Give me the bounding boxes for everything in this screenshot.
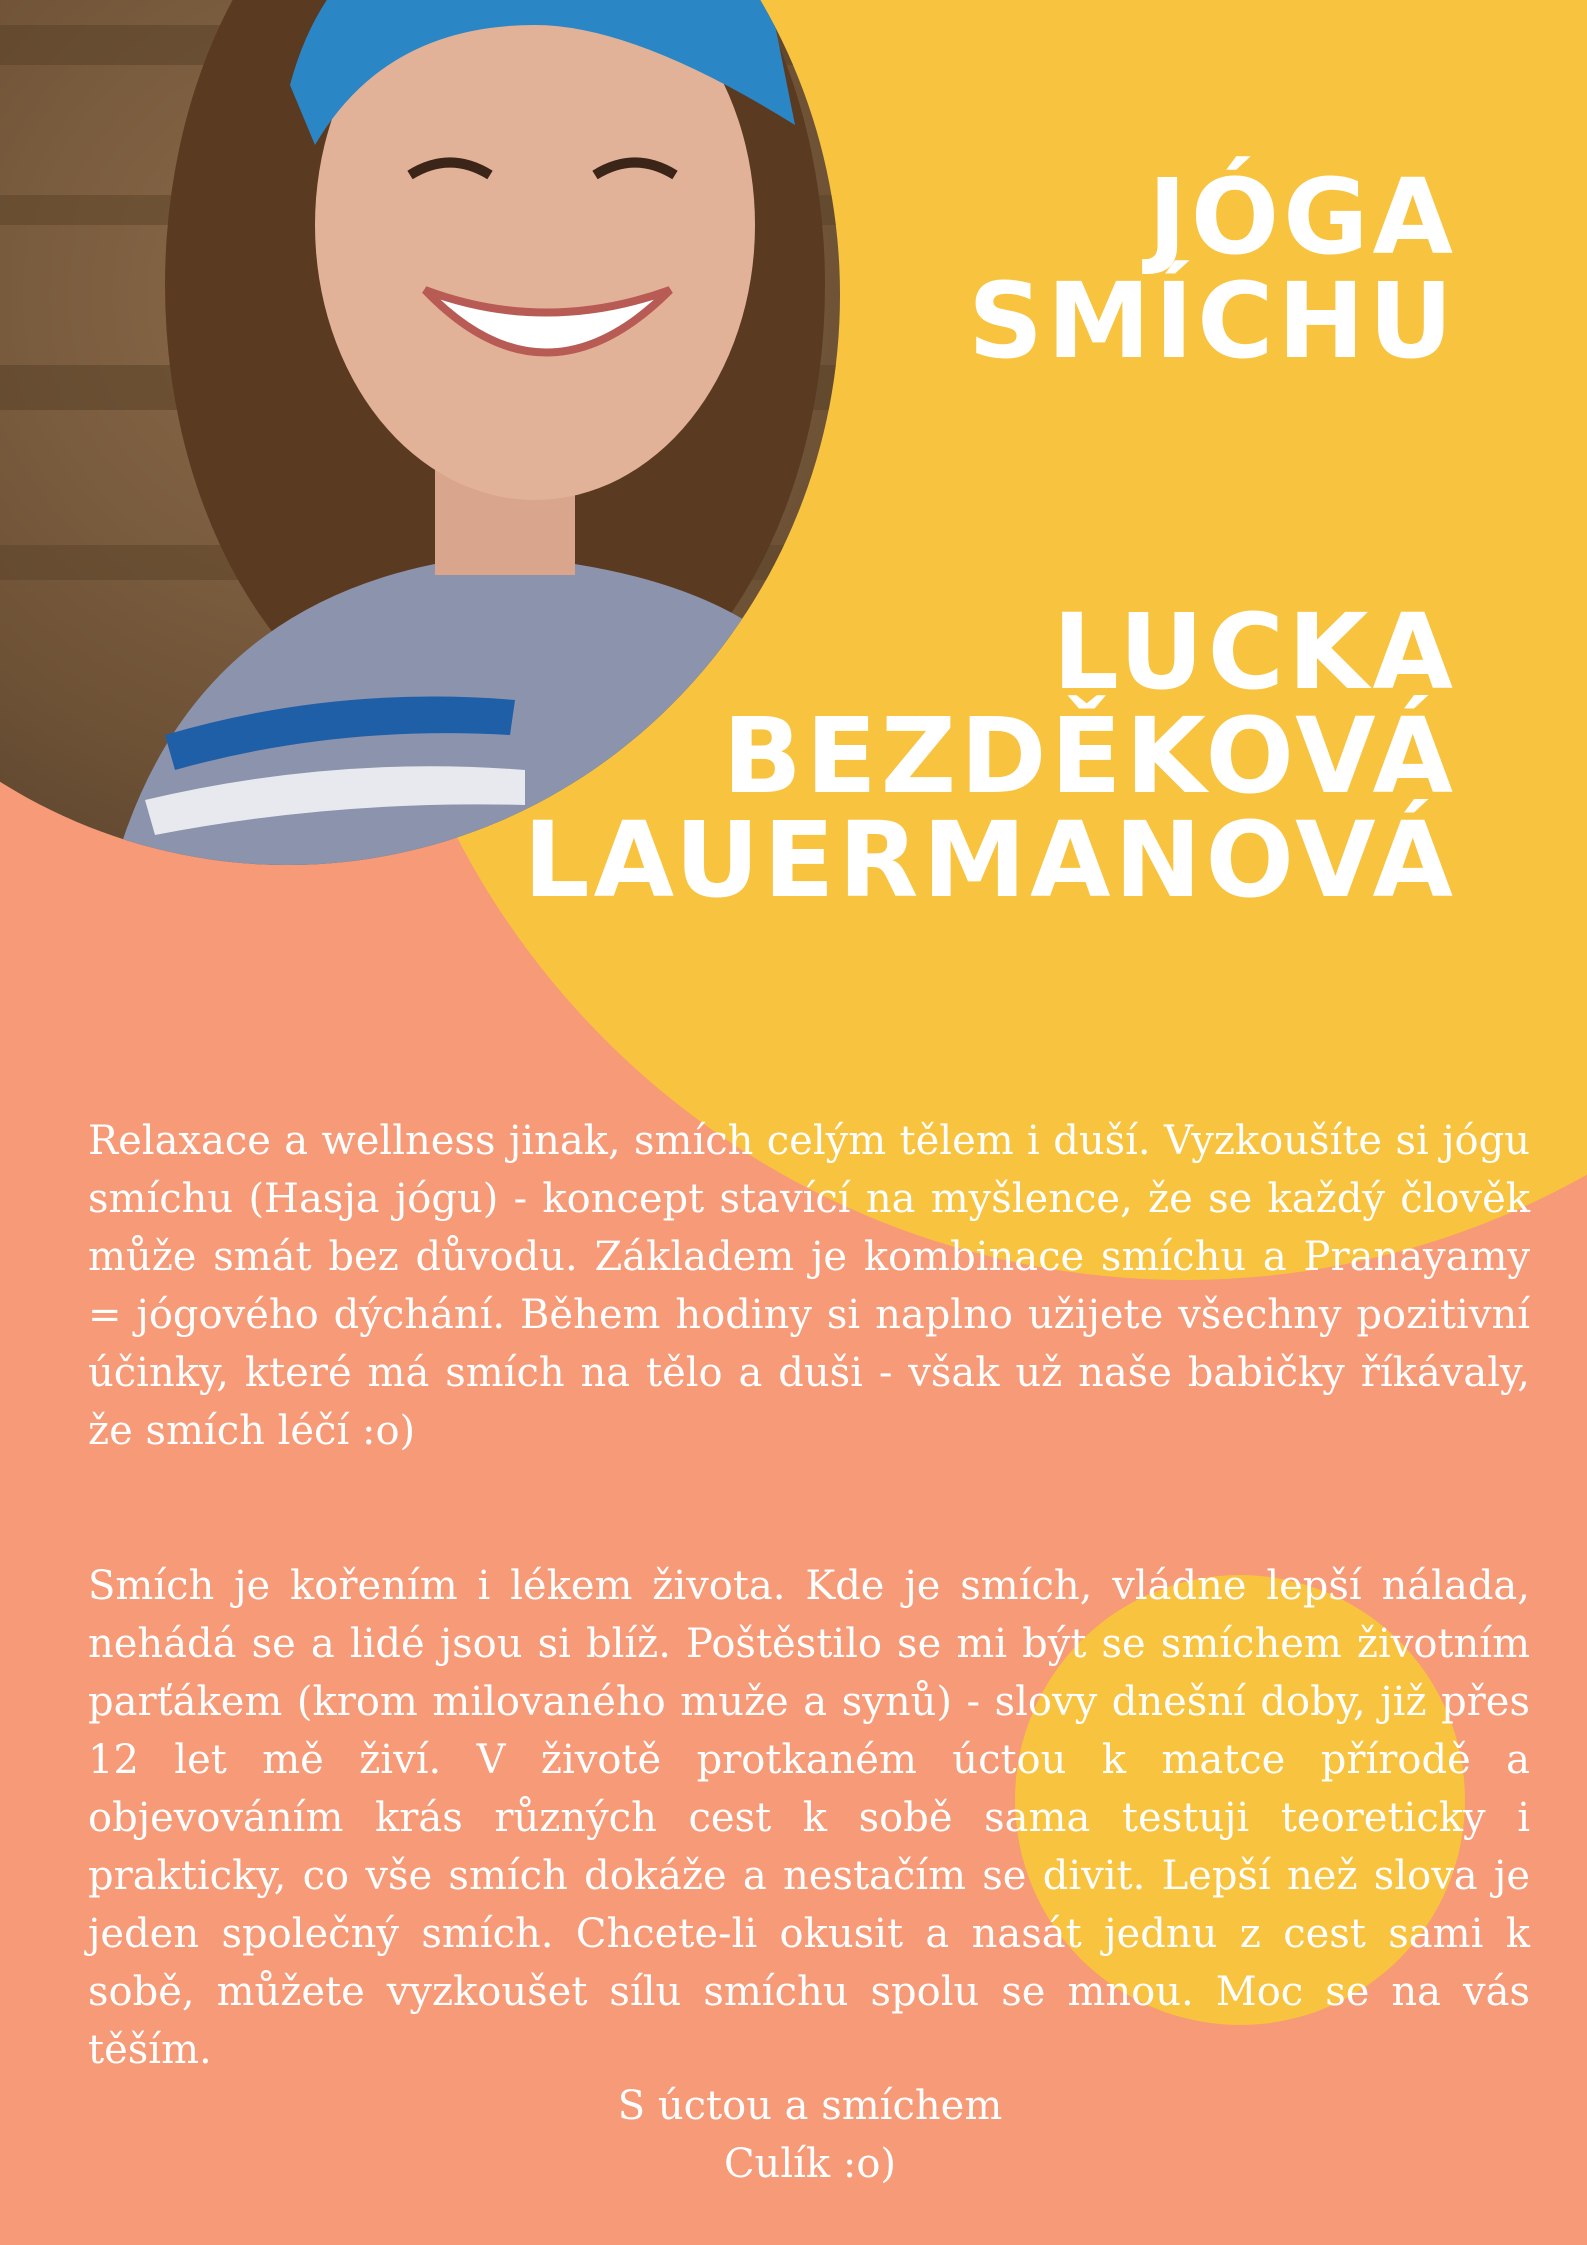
author-line: LUCKA [1052, 591, 1457, 713]
page-title [968, 156, 1457, 382]
signature-name: Culík :o) [723, 2141, 897, 2187]
bio-paragraph: Smích je kořením i lékem života. Kde je smích, vládne lepší nálada, nehádá se a lidé jsou si blíž. Poštěstilo se mi být se smíchem životním parťákem (krom milovaného muže a synů) - slovy dnešní doby, již přes 12 let mě živí. V životě protkaném úctou k matce přírodě a objevováním krás různých cest k sobě sama testuji teoreticky i prakticky, co vše smích dokáže a nestačím se divit. Lepší než slova je jeden společný smích. Chcete-li okusit a nasát jednu z cest sami k sobě, můžete vyzkoušet sílu smíchu spolu se mnou. Moc se na vás těším. [88, 1563, 1530, 2073]
title-line: JÓGA [1148, 156, 1457, 278]
author-line: BEZDĚKOVÁ [722, 695, 1457, 817]
intro-paragraph: Relaxace a wellness jinak, smích celým tělem i duší. Vyzkoušíte si jógu smíchu (Hasja jógu) - koncept stavící na myšlence, že se každý člověk může smát bez důvodu. Základem je kombinace smíchu a Pranayamy = jógového dýchání. Během hodiny si naplno užijete všechny pozitivní účinky, které má smích na tělo a duši - však už naše babičky říkávaly, že smích léčí :o) [88, 1118, 1530, 1454]
author-line: LAUERMANOVÁ [523, 799, 1457, 921]
author-name [523, 591, 1457, 921]
title-line: SMÍCHU [968, 260, 1457, 382]
signature-greeting: S úctou a smíchem [617, 2083, 1003, 2129]
